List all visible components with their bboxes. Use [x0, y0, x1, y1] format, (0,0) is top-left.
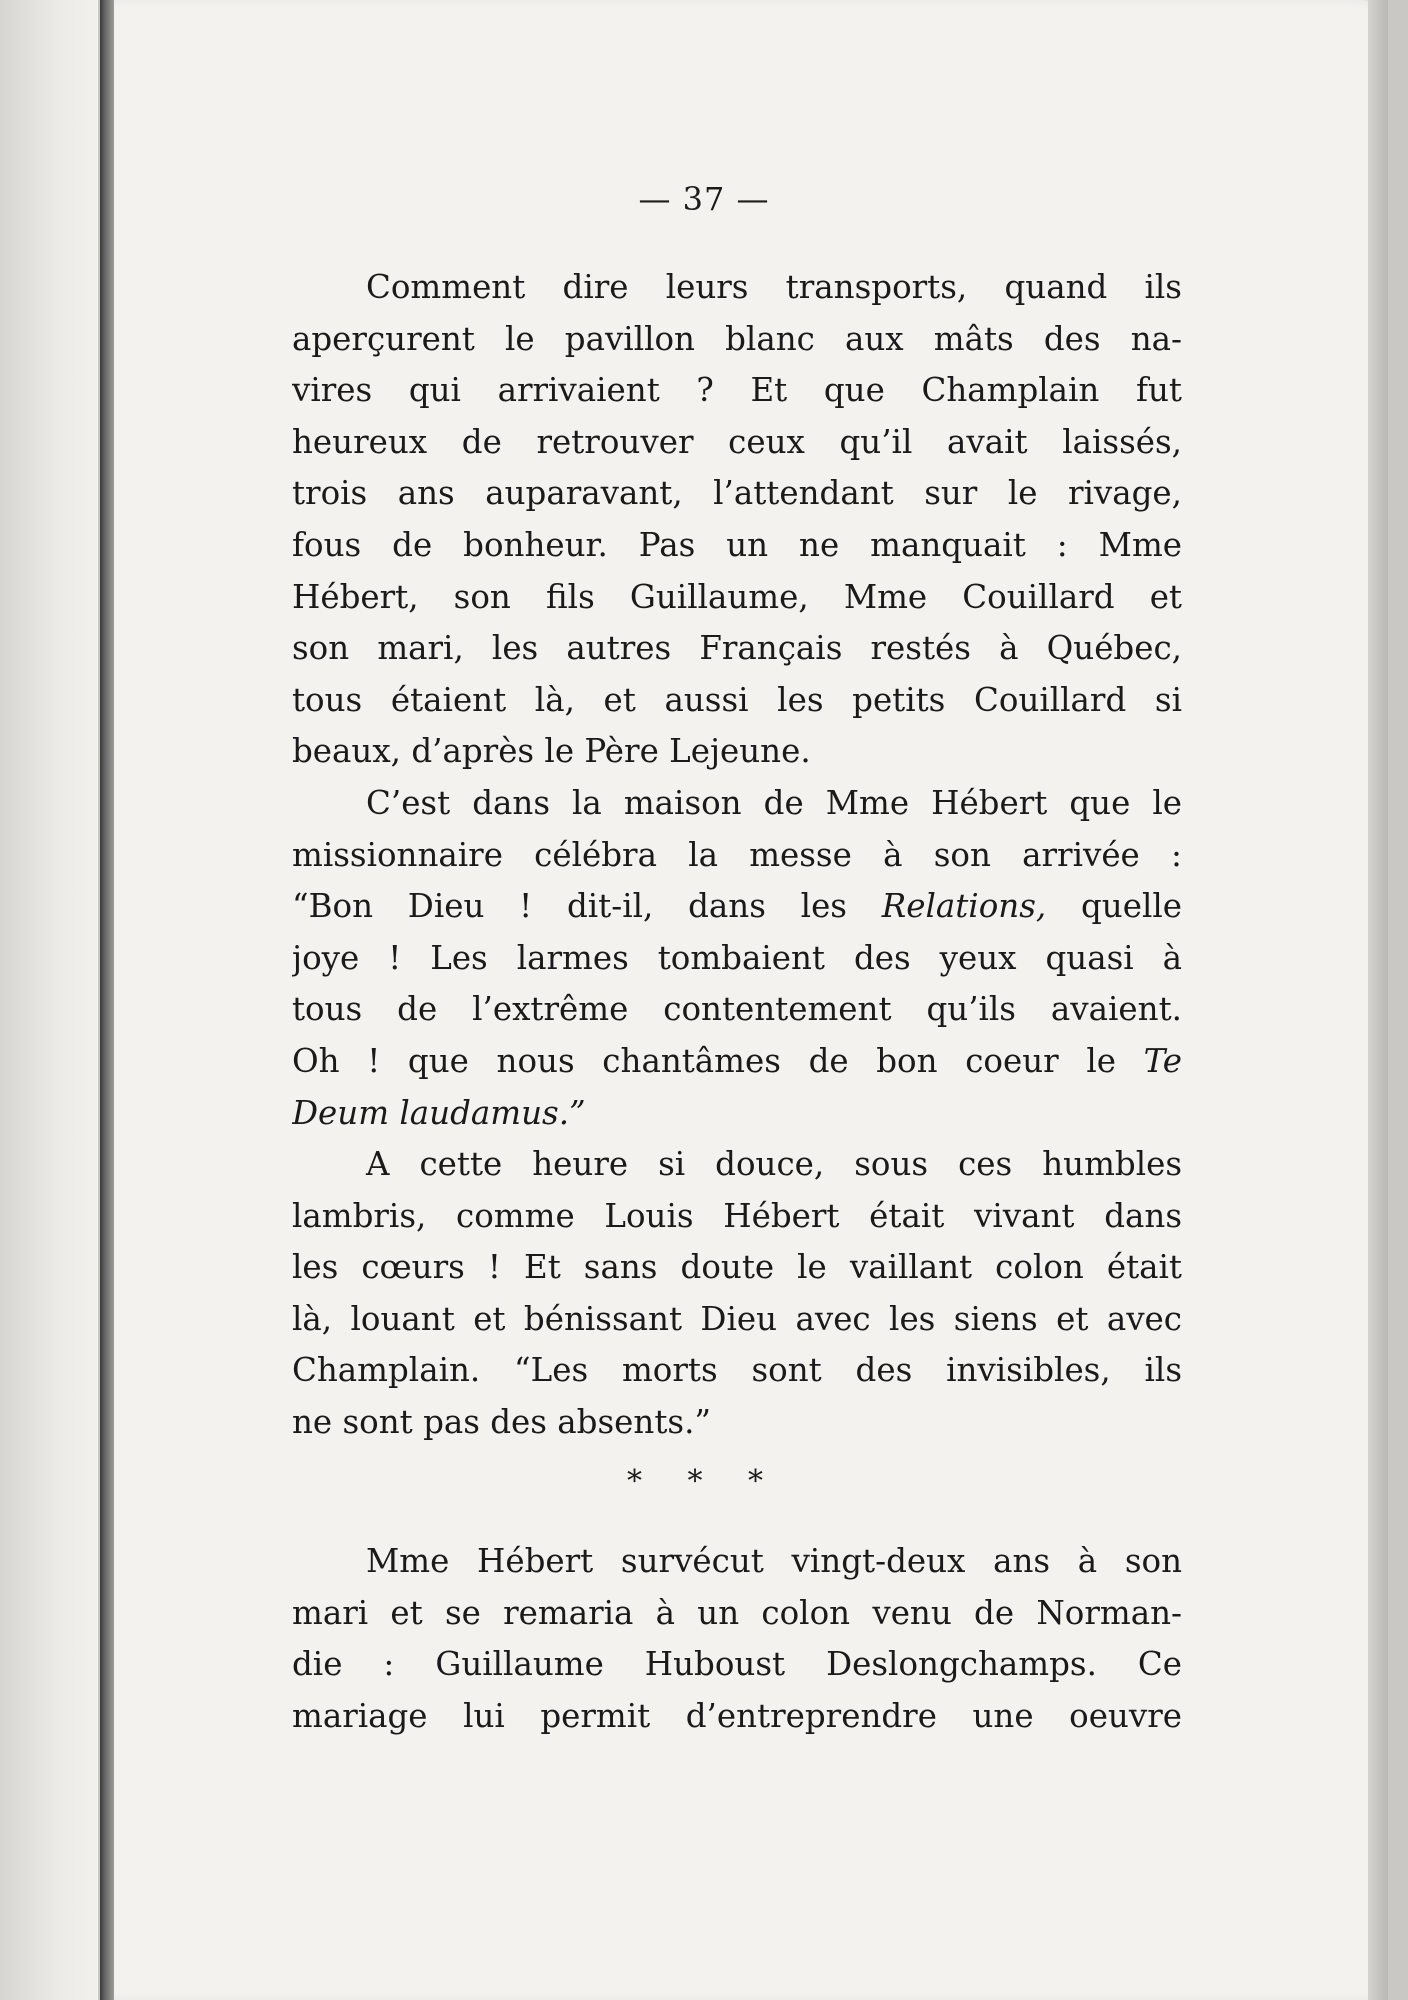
text-segment: “Bon Dieu ! dit-il, dans les	[292, 887, 847, 926]
text-line: mari et se remaria à un colon venu de Norman-	[292, 1593, 1182, 1632]
text-line: Hébert, son fils Guillaume, Mme Couillard et	[292, 577, 1182, 616]
italic-text: Te	[1143, 1041, 1182, 1080]
italic-title: Relations,	[881, 887, 1047, 926]
text-line: die : Guillaume Huboust Deslongchamps. Ce	[292, 1645, 1182, 1684]
text-line: beaux, d’après le Père Lejeune.	[292, 732, 811, 771]
text-line: fous de bonheur. Pas un ne manquait : Mme	[292, 525, 1182, 564]
text-line: Comment dire leurs transports, quand ils	[366, 268, 1182, 306]
text-line-with-italic	[292, 1088, 1182, 1140]
page-right-edge	[1368, 0, 1388, 2000]
text-line: Champlain. “Les morts sont des invisibles, ils	[292, 1351, 1182, 1390]
text-line: trois ans auparavant, l’attendant sur le rivage,	[292, 474, 1182, 513]
italic-text: Deum	[292, 1093, 390, 1132]
body-text-continued	[292, 1536, 1182, 1742]
page-number: — 37 —	[638, 180, 770, 218]
paragraph-2	[292, 778, 1182, 1139]
text-line: joye ! Les larmes tombaient des yeux quasi à	[292, 938, 1182, 977]
paragraph-3	[292, 1139, 1182, 1449]
text-line: Mme Hébert survécut vingt-deux ans à son	[366, 1542, 1182, 1580]
italic-text: laudamus.”	[399, 1093, 586, 1132]
text-line: là, louant et bénissant Dieu avec les siens et avec	[292, 1299, 1182, 1338]
text-line: son mari, les autres Français restés à Québec,	[292, 629, 1182, 668]
text-line: heureux de retrouver ceux qu’il avait laissés,	[292, 422, 1182, 461]
text-line: vires qui arrivaient ? Et que Champlain fut	[292, 371, 1182, 410]
previous-page-edge	[0, 0, 98, 2000]
text-line: A cette heure si douce, sous ces humbles	[366, 1145, 1182, 1184]
text-line: lambris, comme Louis Hébert était vivant dans	[292, 1196, 1182, 1235]
text-line: mariage lui permit d’entreprendre une oeuvre	[292, 1696, 1182, 1735]
text-line-with-italic	[292, 881, 1182, 933]
text-line: ne sont pas des absents.”	[292, 1403, 712, 1442]
text-line: tous étaient là, et aussi les petits Couillard si	[292, 680, 1182, 719]
section-separator: * * *	[626, 1464, 782, 1499]
text-line: missionnaire célébra la messe à son arrivée :	[292, 835, 1182, 874]
text-line: aperçurent le pavillon blanc aux mâts des na-	[292, 319, 1182, 358]
paragraph-4	[292, 1536, 1182, 1742]
text-line: C’est dans la maison de Mme Hébert que le	[366, 783, 1182, 822]
text-segment: quelle	[1080, 887, 1182, 926]
text-segment: Oh ! que nous chantâmes de bon coeur le	[292, 1041, 1116, 1080]
body-text	[292, 262, 1182, 1449]
book-gutter	[100, 0, 114, 2000]
text-line: tous de l’extrême contentement qu’ils avaient.	[292, 990, 1182, 1029]
text-line-with-italic	[292, 1036, 1182, 1088]
paragraph-1	[292, 262, 1182, 778]
text-line: les cœurs ! Et sans doute le vaillant colon était	[292, 1248, 1182, 1287]
